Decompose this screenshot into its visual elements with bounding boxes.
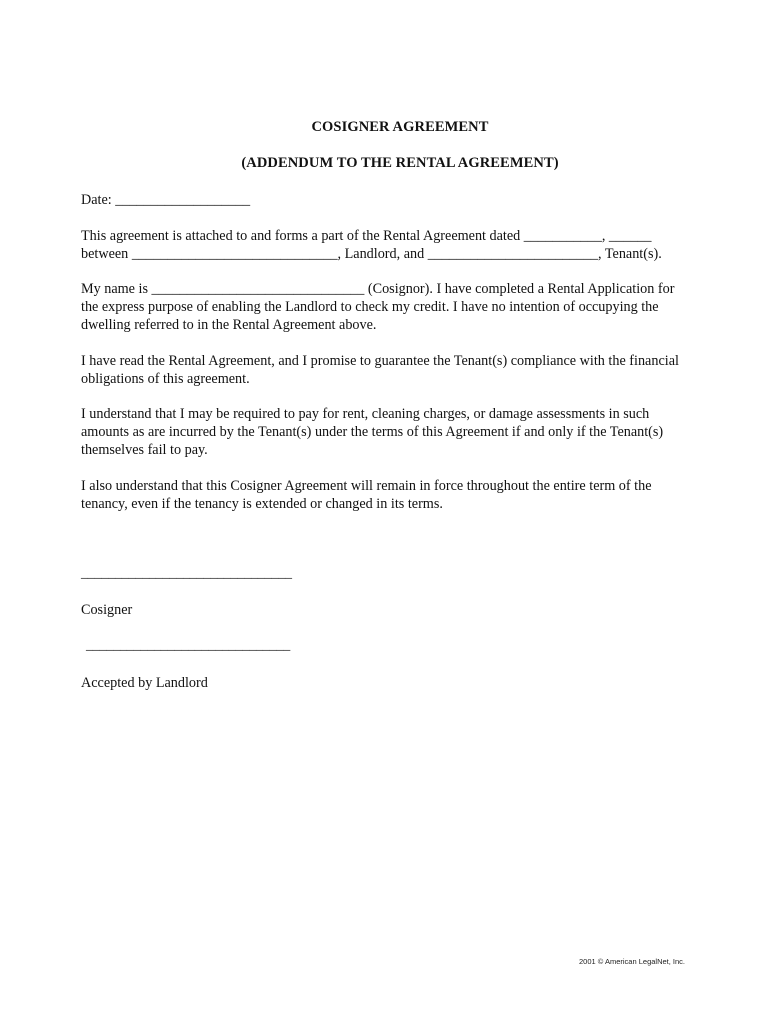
cosigner-signature-line: _______________________________ — [81, 566, 292, 581]
paragraph-line: amounts as are incurred by the Tenant(s) under the terms of this Agreement if and only if the Tenant(s) — [81, 424, 664, 440]
document-subtitle: (ADDENDUM TO THE RENTAL AGREEMENT) — [241, 155, 559, 171]
date-line: Date: ___________________ — [81, 192, 251, 208]
landlord-label: Accepted by Landlord — [81, 675, 208, 691]
paragraph-line: dwelling referred to in the Rental Agreement above. — [81, 317, 377, 333]
paragraph-line: the express purpose of enabling the Landlord to check my credit. I have no intention of occupying the — [81, 299, 659, 315]
landlord-signature-line: ______________________________ — [86, 638, 291, 653]
cosigner-label: Cosigner — [81, 602, 133, 618]
paragraph-line: between _____________________________, Landlord, and ________________________, Tenant(s). — [81, 246, 662, 262]
paragraph-line: themselves fail to pay. — [81, 442, 208, 458]
paragraph-line: My name is ______________________________ (Cosignor). I have completed a Rental Application for — [81, 281, 675, 297]
paragraph-line: This agreement is attached to and forms a part of the Rental Agreement dated ___________, ______ — [81, 228, 652, 244]
paragraph-line: tenancy, even if the tenancy is extended or changed in its terms. — [81, 496, 443, 512]
paragraph-term — [81, 477, 741, 513]
paragraph-cosignor-statement — [81, 280, 741, 334]
copyright-footer: 2001 © American LegalNet, Inc. — [579, 957, 686, 966]
paragraph-guarantee — [81, 352, 741, 388]
paragraph-agreement-reference — [81, 227, 741, 263]
paragraph-line: I understand that I may be required to pay for rent, cleaning charges, or damage assessments in such — [81, 406, 650, 422]
paragraph-line: I also understand that this Cosigner Agreement will remain in force throughout the entire term of the — [81, 478, 652, 494]
paragraph-line: I have read the Rental Agreement, and I promise to guarantee the Tenant(s) compliance with the financial — [81, 353, 679, 369]
document-title: COSIGNER AGREEMENT — [311, 119, 489, 135]
paragraph-payment-liability — [81, 405, 741, 459]
paragraph-line: obligations of this agreement. — [81, 371, 250, 387]
